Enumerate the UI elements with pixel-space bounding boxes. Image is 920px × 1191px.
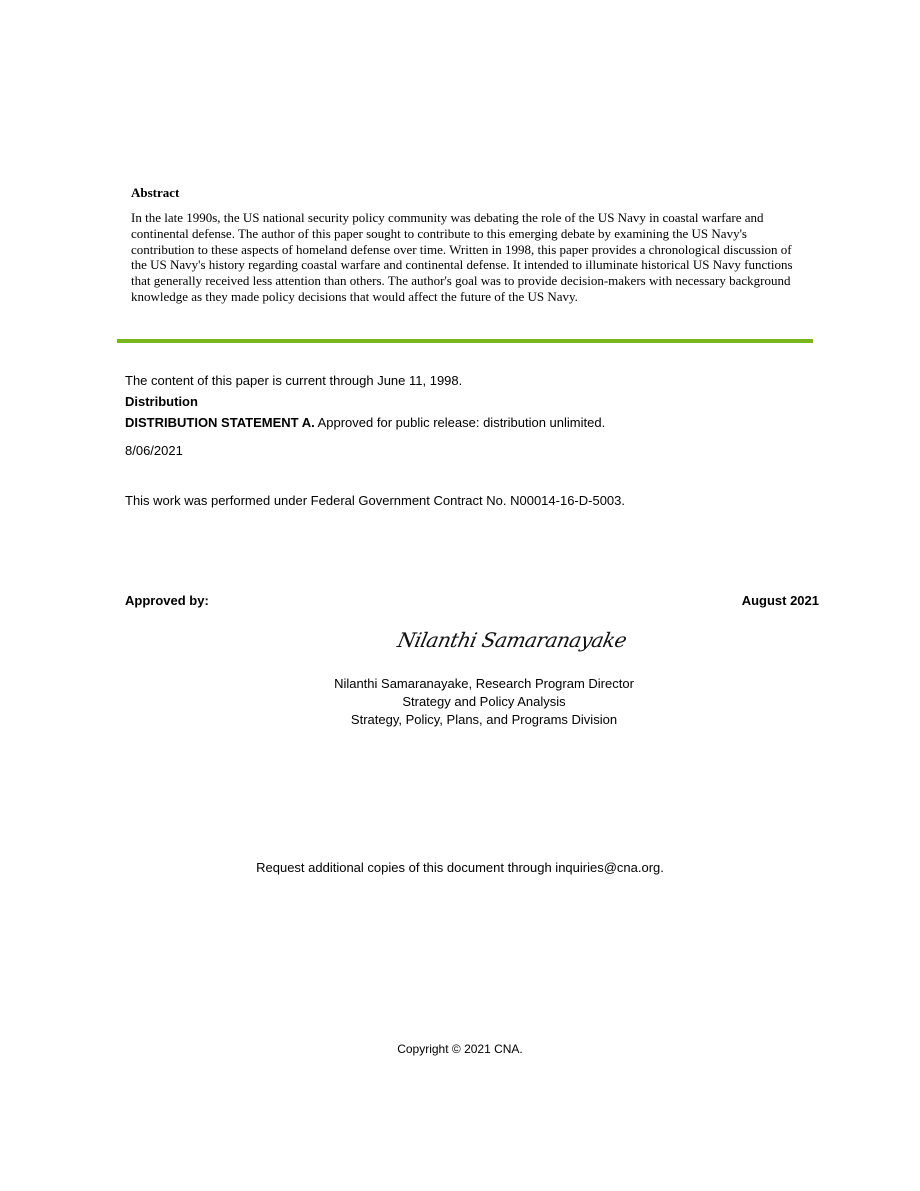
currency-note: The content of this paper is current through June 11, 1998. [125, 373, 463, 388]
abstract-body: In the late 1990s, the US national security policy community was debating the role of the US Navy in coastal warfare and continental defense. The author of this paper sought to contribute to this emerging debate by examining the US Navy's contribution to these aspects of homeland defense over time. Written in 1998, this paper provides a chronological discussion of the US Navy's history regarding coastal warfare and continental defense. It intended to illuminate historical US Navy functions that generally received less attention than others. The author's goal was to provide decision-makers with necessary background knowledge as they made policy decisions that would affect the future of the US Navy. [131, 210, 793, 304]
distribution-date: 8/06/2021 [125, 443, 183, 458]
abstract-heading: Abstract [131, 185, 180, 200]
copyright-notice: Copyright © 2021 CNA. [397, 1042, 523, 1056]
request-copies-note: Request additional copies of this document through inquiries@cna.org. [256, 860, 664, 875]
distribution-statement-label: DISTRIBUTION STATEMENT A. [125, 415, 315, 430]
distribution-heading: Distribution [125, 394, 198, 409]
approval-date: August 2021 [741, 593, 819, 608]
approver-team: Strategy and Policy Analysis [402, 694, 566, 709]
abstract-section [131, 185, 807, 305]
signature: Nilanthi Samaranayake [395, 628, 629, 652]
distribution-statement-text: Approved for public release: distribution unlimited. [314, 415, 606, 430]
approver-name-title: Nilanthi Samaranayake, Research Program Director [334, 676, 634, 691]
section-divider [117, 339, 813, 343]
approver-division: Strategy, Policy, Plans, and Programs Division [350, 712, 618, 727]
approved-by-label: Approved by: [125, 593, 209, 608]
contract-note: This work was performed under Federal Government Contract No. N00014-16-D-5003. [125, 493, 626, 508]
distribution-statement [125, 415, 605, 431]
